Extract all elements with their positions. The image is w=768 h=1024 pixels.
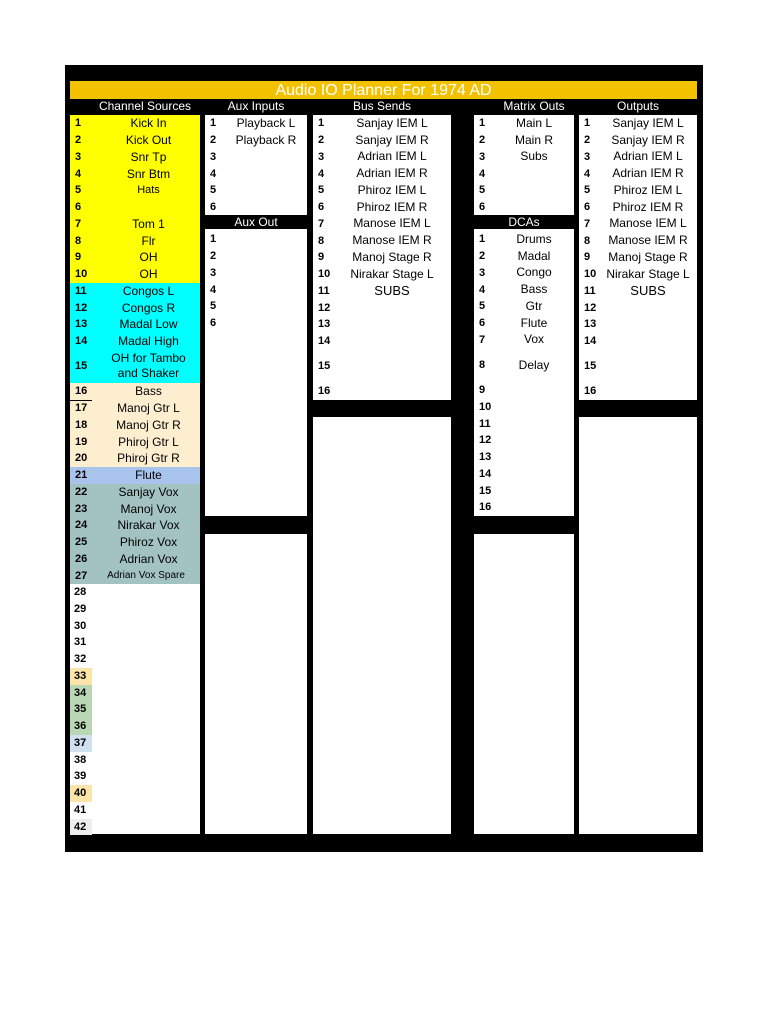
row-number: 8: [479, 359, 486, 371]
dcas-row: [474, 248, 574, 265]
dcas-row: [474, 332, 574, 349]
matrix-outs-row: [474, 165, 574, 182]
row-number: 5: [479, 300, 486, 313]
outputs-row: [579, 182, 697, 199]
row-label: SUBS: [630, 283, 666, 299]
channel-label: Manoj Vox: [120, 501, 177, 516]
row-number: 8: [318, 234, 325, 247]
matrix-outs-column: [474, 115, 574, 215]
channel-number: 9: [75, 251, 82, 264]
channel-label: Tom 1: [132, 216, 165, 231]
channel-source-row: [70, 668, 200, 685]
bus-sends-row: [313, 115, 451, 132]
bus-sends-row: [313, 249, 451, 266]
header-aux-inputs: Aux Inputs: [227, 99, 285, 113]
row-number: 13: [479, 451, 492, 464]
row-number: 5: [210, 184, 217, 197]
aux-blank-block: [205, 534, 307, 834]
row-label: Adrian IEM L: [357, 149, 427, 164]
row-label: Madal: [517, 248, 551, 263]
channel-label: Congos L: [122, 283, 175, 298]
channel-number: 16: [75, 385, 88, 398]
dcas-row: [474, 432, 574, 449]
row-label: Bass: [520, 282, 548, 297]
channel-source-row: [70, 517, 200, 534]
dcas-row: [474, 281, 574, 298]
row-label: Manose IEM R: [352, 233, 432, 248]
row-number: 1: [479, 233, 486, 246]
row-number: 12: [584, 301, 597, 314]
matrix-outs-row: [474, 149, 574, 166]
channel-source-row: [70, 450, 200, 467]
row-number: 8: [584, 234, 591, 247]
channel-source-row: [70, 685, 200, 702]
row-number: 1: [210, 117, 217, 130]
channel-label: Manoj Gtr L: [117, 401, 180, 416]
channel-source-row: [70, 802, 200, 819]
channel-label: Manoj Gtr R: [116, 417, 181, 432]
row-label: Sanjay IEM R: [611, 132, 685, 147]
channel-number: 39: [70, 768, 92, 785]
channel-label: Adrian Vox Spare: [107, 570, 185, 582]
row-number: 4: [318, 167, 325, 180]
header-outputs: Outputs: [616, 99, 660, 113]
outputs-column: [579, 115, 697, 400]
channel-label: OH for Tambo and Shaker: [111, 351, 186, 381]
outputs-row: [579, 283, 697, 300]
matrix-outs-row: [474, 199, 574, 216]
aux-inputs-column: [205, 115, 307, 215]
bus-sends-row: [313, 299, 451, 316]
bus-sends-row: [313, 216, 451, 233]
row-label: Manose IEM R: [608, 233, 688, 248]
channel-number: 31: [70, 634, 92, 651]
outputs-row: [579, 350, 697, 384]
outputs-row: [579, 149, 697, 166]
channel-source-row: [70, 551, 200, 568]
row-number: 5: [318, 184, 325, 197]
row-number: 10: [479, 400, 492, 413]
channel-source-row: [70, 333, 200, 350]
channel-number: 18: [75, 418, 88, 431]
aux-out-row: [205, 281, 307, 298]
row-number: 12: [479, 434, 492, 447]
channel-number: 5: [75, 184, 82, 197]
row-number: 2: [479, 250, 486, 263]
channel-source-row: [70, 718, 200, 735]
row-label: Phiroz IEM R: [356, 199, 428, 214]
row-number: 7: [318, 217, 325, 230]
outputs-row: [579, 266, 697, 283]
channel-source-row: [70, 283, 200, 300]
channel-source-row: [70, 182, 200, 199]
row-number: 3: [210, 150, 217, 163]
channel-number: 2: [75, 134, 82, 147]
outputs-row: [579, 249, 697, 266]
bus-sends-row: [313, 199, 451, 216]
outputs-row: [579, 115, 697, 132]
channel-number: 29: [70, 601, 92, 618]
header-bus-sends: Bus Sends: [352, 99, 412, 113]
channel-label: Adrian Vox: [119, 551, 178, 566]
row-number: 15: [479, 484, 492, 497]
channel-source-row: [70, 701, 200, 718]
bus-sends-row: [313, 350, 451, 384]
channel-label: Phiroj Gtr R: [117, 451, 180, 466]
row-label: Main R: [514, 132, 553, 147]
channel-label: Kick Out: [125, 133, 172, 148]
outputs-row: [579, 165, 697, 182]
row-number: 14: [584, 335, 597, 348]
bus-sends-column: [313, 115, 451, 400]
channel-label: Nirakar Vox: [117, 518, 180, 533]
channel-number: 41: [70, 802, 92, 819]
channel-source-row: [70, 417, 200, 434]
channel-number: 42: [70, 819, 92, 836]
row-label: Sanjay IEM L: [612, 115, 684, 130]
row-label: Delay: [518, 357, 550, 372]
row-label: Adrian IEM R: [612, 166, 684, 181]
channel-number: 23: [75, 502, 88, 515]
bus-sends-row: [313, 266, 451, 283]
channel-label: Flr: [141, 233, 156, 248]
row-number: 6: [479, 201, 486, 214]
dcas-row: [474, 415, 574, 432]
row-label: Vox: [523, 332, 544, 347]
channel-number: 1: [75, 117, 82, 130]
channel-source-row: [70, 299, 200, 316]
row-number: 6: [210, 201, 217, 214]
channel-source-row: [70, 316, 200, 333]
channel-source-row: [70, 266, 200, 283]
row-number: 15: [318, 360, 331, 373]
row-number: 4: [479, 167, 486, 180]
row-number: 5: [210, 300, 217, 313]
dcas-row: [474, 399, 574, 416]
row-number: 3: [584, 150, 591, 163]
row-number: 4: [584, 167, 591, 180]
row-number: 15: [584, 360, 597, 373]
row-label: Gtr: [525, 298, 543, 313]
dcas-row: [474, 298, 574, 315]
aux-inputs-row: [205, 165, 307, 182]
channel-number: 10: [75, 268, 88, 281]
channel-label: Madal Low: [119, 317, 178, 332]
channel-number: 38: [70, 752, 92, 769]
row-label: Playback L: [236, 115, 296, 130]
row-number: 16: [584, 385, 597, 398]
channel-label: Kick In: [130, 116, 167, 131]
row-number: 11: [584, 284, 596, 297]
channel-source-row: [70, 768, 200, 785]
channel-number: 26: [75, 552, 88, 565]
aux-inputs-row: [205, 115, 307, 132]
row-label: Nirakar Stage L: [606, 266, 690, 281]
row-number: 10: [318, 268, 331, 281]
matrix-outs-row: [474, 182, 574, 199]
bus-sends-row: [313, 333, 451, 350]
channel-source-row: [70, 618, 200, 635]
row-number: 1: [584, 117, 591, 130]
channel-source-row: [70, 601, 200, 618]
row-label: Sanjay IEM L: [356, 115, 428, 130]
row-number: 3: [210, 266, 217, 279]
row-number: 9: [318, 251, 325, 264]
sheet-title: Audio IO Planner For 1974 AD: [70, 81, 697, 99]
channel-source-row: [70, 350, 200, 384]
channel-number: 37: [70, 735, 92, 752]
aux-out-row: [205, 265, 307, 282]
row-number: 6: [210, 317, 217, 330]
dcas-row: [474, 382, 574, 399]
row-number: 14: [318, 335, 331, 348]
row-number: 1: [318, 117, 325, 130]
bus-sends-row: [313, 383, 451, 400]
channel-number: 14: [75, 335, 88, 348]
dcas-row: [474, 231, 574, 248]
row-number: 6: [584, 201, 591, 214]
aux-out-row: [205, 231, 307, 248]
dcas-row: [474, 466, 574, 483]
row-label: Nirakar Stage L: [350, 266, 434, 281]
channel-number: 11: [75, 284, 87, 297]
outputs-row: [579, 316, 697, 333]
channel-source-row: [70, 165, 200, 182]
bus-sends-row: [313, 165, 451, 182]
channel-label: Snr Btm: [126, 166, 171, 181]
channel-number: 19: [75, 435, 88, 448]
row-label: Main L: [515, 115, 553, 130]
channel-source-row: [70, 467, 200, 484]
channel-source-row: [70, 433, 200, 450]
channel-number: 27: [75, 569, 88, 582]
channel-source-row: [70, 785, 200, 802]
aux-out-row: [205, 315, 307, 332]
matrix-outs-row: [474, 115, 574, 132]
aux-out-column: [205, 215, 307, 516]
row-number: 1: [479, 117, 486, 130]
row-number: 9: [479, 384, 486, 397]
channel-label: Bass: [135, 384, 162, 399]
channel-number: 17: [75, 402, 88, 415]
row-number: 7: [479, 333, 486, 346]
row-number: 4: [210, 283, 217, 296]
row-number: 11: [318, 284, 330, 297]
channel-label: Congos R: [121, 300, 176, 315]
channel-number: 7: [75, 217, 82, 230]
bus-sends-row: [313, 283, 451, 300]
outputs-row: [579, 299, 697, 316]
channel-number: 24: [75, 519, 88, 532]
channel-source-row: [70, 584, 200, 601]
row-number: 13: [584, 318, 597, 331]
channel-source-row: [70, 199, 200, 216]
aux-out-row: [205, 298, 307, 315]
row-label: Congo: [516, 265, 552, 280]
row-number: 16: [479, 501, 492, 514]
channel-number: 4: [75, 167, 82, 180]
channel-source-row: [70, 383, 200, 400]
header-matrix-outs: Matrix Outs: [503, 99, 565, 113]
header-dcas: DCAs: [474, 215, 574, 229]
row-label: Phiroz IEM L: [613, 182, 683, 197]
row-number: 13: [318, 318, 331, 331]
channel-number: 22: [75, 485, 88, 498]
dcas-column: [474, 215, 574, 516]
channel-label: Snr Tp: [130, 149, 167, 164]
channel-number: 12: [75, 301, 88, 314]
channel-source-row: [70, 216, 200, 233]
channel-label: Flute: [135, 468, 162, 483]
channel-number: 6: [75, 201, 82, 214]
channel-source-row: [70, 232, 200, 249]
row-number: 3: [318, 150, 325, 163]
row-label: SUBS: [374, 283, 410, 299]
bus-sends-row: [313, 182, 451, 199]
row-number: 16: [318, 385, 331, 398]
channel-source-row: [70, 484, 200, 501]
row-number: 9: [584, 251, 591, 264]
row-number: 4: [479, 283, 486, 296]
channel-source-row: [70, 752, 200, 769]
row-number: 2: [318, 134, 325, 147]
channel-source-row: [70, 634, 200, 651]
bus-sends-row: [313, 149, 451, 166]
outputs-row: [579, 232, 697, 249]
row-label: Flute: [520, 315, 548, 330]
row-number: 6: [318, 201, 325, 214]
row-label: Subs: [520, 149, 548, 164]
row-number: 3: [479, 150, 486, 163]
channel-label: OH: [139, 267, 158, 282]
row-label: Manoj Stage R: [352, 249, 432, 264]
io-planner-sheet: [65, 65, 703, 852]
dcas-row: [474, 315, 574, 332]
channel-number: 30: [70, 618, 92, 635]
matrix-outs-row: [474, 132, 574, 149]
outputs-row: [579, 216, 697, 233]
row-number: 2: [210, 134, 217, 147]
bus-sends-row: [313, 316, 451, 333]
channel-number: 8: [75, 234, 82, 247]
aux-inputs-row: [205, 132, 307, 149]
row-number: 14: [479, 467, 492, 480]
outputs-row: [579, 132, 697, 149]
channel-number: 33: [70, 668, 92, 685]
row-number: 1: [210, 233, 217, 246]
channel-source-row: [70, 735, 200, 752]
channel-label: Phiroz Vox: [119, 535, 178, 550]
row-label: Manose IEM L: [609, 216, 687, 231]
row-label: Adrian IEM R: [356, 166, 428, 181]
outputs-row: [579, 199, 697, 216]
channel-number: 35: [70, 701, 92, 718]
channel-label: Phiroj Gtr L: [118, 434, 179, 449]
row-number: 12: [318, 301, 331, 314]
channel-source-row: [70, 534, 200, 551]
channel-source-row: [70, 400, 200, 417]
channel-source-row: [70, 819, 200, 836]
channel-sources-column: [70, 115, 200, 834]
channel-number: 32: [70, 651, 92, 668]
row-number: 11: [479, 417, 491, 430]
dcas-row: [474, 449, 574, 466]
dcas-row: [474, 482, 574, 499]
channel-number: 3: [75, 150, 82, 163]
row-label: Phiroz IEM R: [612, 199, 684, 214]
row-label: Manoj Stage R: [608, 249, 688, 264]
channel-number: 15: [75, 360, 88, 373]
row-number: 3: [479, 266, 486, 279]
dcas-row: [474, 265, 574, 282]
channel-number: 21: [75, 469, 88, 482]
aux-inputs-row: [205, 149, 307, 166]
channel-label: Sanjay Vox: [118, 484, 179, 499]
row-number: 5: [584, 184, 591, 197]
channel-number: 13: [75, 318, 88, 331]
channel-source-row: [70, 567, 200, 584]
row-number: 4: [210, 167, 217, 180]
aux-inputs-row: [205, 199, 307, 216]
row-label: Playback R: [235, 132, 297, 147]
channel-number: 20: [75, 452, 88, 465]
bus-blank-block: [313, 417, 451, 834]
row-number: 2: [479, 134, 486, 147]
row-number: 10: [584, 268, 597, 281]
dcas-row: [474, 499, 574, 516]
header-aux-out: Aux Out: [205, 215, 307, 229]
outputs-blank-block: [579, 417, 697, 834]
channel-source-row: [70, 132, 200, 149]
channel-label: OH: [139, 250, 158, 265]
channel-number: 40: [70, 785, 92, 802]
row-number: 6: [479, 317, 486, 330]
row-number: 2: [584, 134, 591, 147]
row-label: Adrian IEM L: [613, 149, 683, 164]
row-number: 7: [584, 217, 591, 230]
row-label: Drums: [516, 231, 552, 246]
row-number: 5: [479, 184, 486, 197]
row-divider: [70, 400, 92, 401]
dcas-row: [474, 348, 574, 382]
row-label: Phiroz IEM L: [357, 182, 427, 197]
channel-label: Madal High: [118, 334, 179, 349]
channel-number: 25: [75, 536, 88, 549]
channel-source-row: [70, 249, 200, 266]
row-label: Sanjay IEM R: [355, 132, 429, 147]
channel-label: Hats: [137, 184, 160, 197]
aux-out-row: [205, 248, 307, 265]
channel-source-row: [70, 651, 200, 668]
header-channel-sources: Channel Sources: [98, 99, 192, 113]
outputs-row: [579, 383, 697, 400]
channel-number: 28: [70, 584, 92, 601]
dca-blank-block: [474, 534, 574, 834]
row-label: Manose IEM L: [353, 216, 431, 231]
channel-number: 36: [70, 718, 92, 735]
channel-source-row: [70, 115, 200, 132]
channel-source-row: [70, 500, 200, 517]
channel-number: 34: [70, 685, 92, 702]
aux-inputs-row: [205, 182, 307, 199]
channel-source-row: [70, 149, 200, 166]
row-number: 2: [210, 250, 217, 263]
bus-sends-row: [313, 232, 451, 249]
bus-sends-row: [313, 132, 451, 149]
outputs-row: [579, 333, 697, 350]
